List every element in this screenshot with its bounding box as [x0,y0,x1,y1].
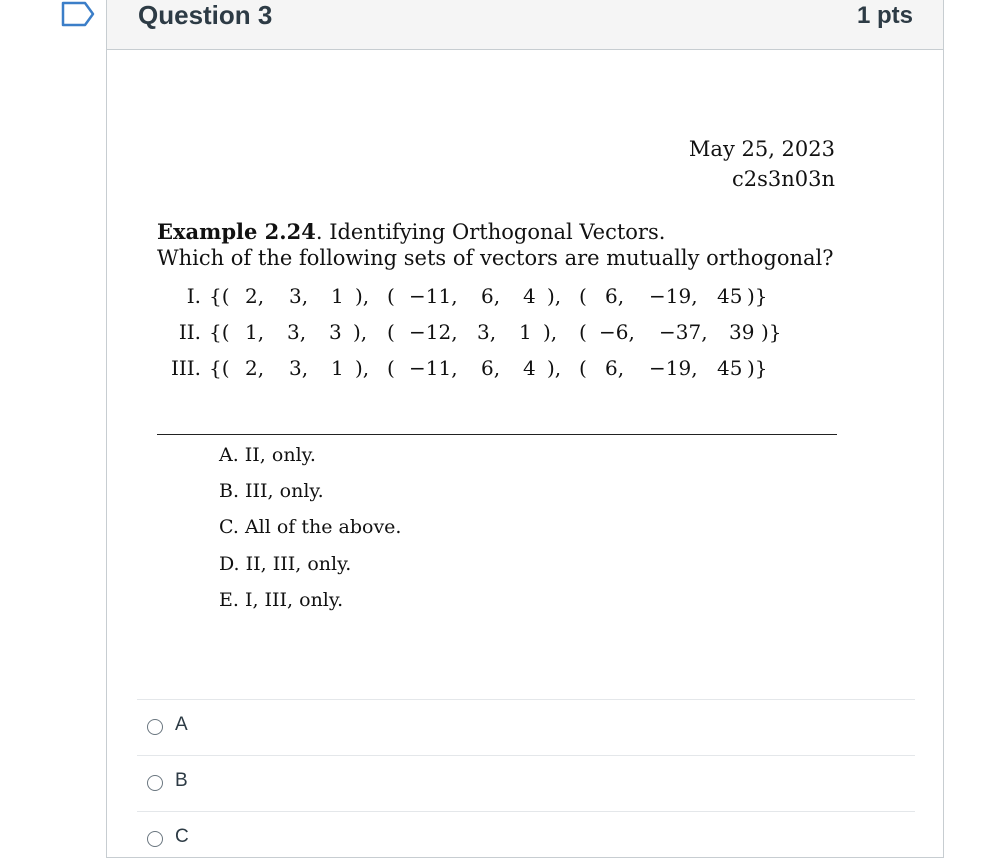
question-points: 1 pts [856,2,913,29]
radio-icon[interactable] [147,775,163,791]
question-card [106,0,944,858]
choice-c: C. All of the above. [219,516,402,538]
answer-label: C [175,826,189,847]
example-title: . Identifying Orthogonal Vectors. [315,220,666,244]
problem-prompt: Which of the following sets of vectors are mutually orthogonal? [157,246,834,270]
problem-date: May 25, 2023 [688,137,835,161]
answer-option-b[interactable] [137,755,915,811]
example-label: Example 2.24 [157,219,316,244]
choice-d: D. II, III, only. [219,553,352,575]
question-title: Question 3 [138,0,273,30]
answer-label: B [175,770,188,791]
example-heading [157,219,665,244]
choice-a: A. II, only. [219,444,316,466]
choice-b: B. III, only. [219,480,324,502]
radio-icon[interactable] [147,831,163,847]
answer-option-c[interactable] [137,811,915,867]
choice-e: E. I, III, only. [219,589,344,611]
radio-icon[interactable] [147,719,163,735]
problem-code: c2s3n03n [731,167,835,191]
answer-option-a[interactable] [137,699,915,755]
answer-label: A [175,714,188,735]
question-body: May 25, 2023 c2s3n03n Example 2.24. Identifying Orthogonal Vectors. Which of the following sets of vectors are mutually orthogonal? I. {( 2, 3, 1 ), ( −11, 6, 4 ), ( 6, −19, 45 )} II. {( 1, 3, 3 ), ( −12, 3, 1 ), ( −6, −37, 39 )} III. {( 2, 3, 1 ), ( −11, 6, 4 ), ( 6, −19, 45 )} A. II, only. B. III, only. C. All of the above. D. II, III, only. E. I, III, only. [157,137,835,611]
flag-question-icon[interactable] [58,0,98,30]
divider [157,434,837,435]
